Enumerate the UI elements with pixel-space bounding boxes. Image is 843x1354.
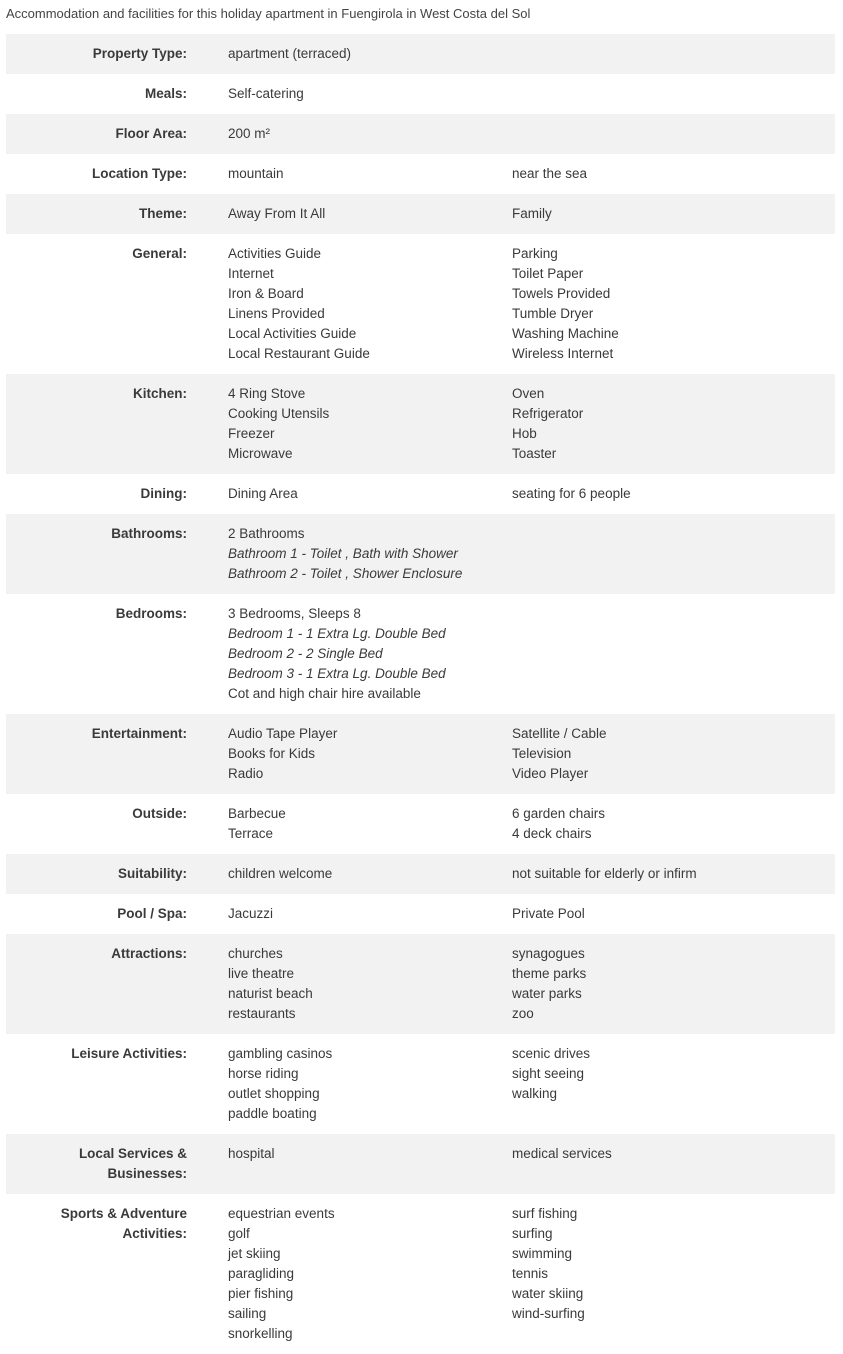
facility-item: Cooking Utensils (228, 406, 330, 421)
facility-column-2 (512, 1204, 835, 1344)
facility-label: General: (132, 246, 187, 261)
facility-column-1 (228, 944, 512, 1024)
facility-column-1 (228, 164, 512, 184)
facility-item: Dining Area (228, 486, 298, 501)
facility-item: Parking (512, 246, 558, 261)
facility-column-2 (512, 44, 835, 64)
facility-column-2 (512, 944, 835, 1024)
facility-values (228, 44, 835, 64)
facility-row-outside (6, 794, 835, 854)
facility-item: Bedroom 2 - 2 Single Bed (228, 646, 383, 661)
facility-values (228, 904, 835, 924)
facility-item: Cot and high chair hire available (228, 686, 421, 701)
facility-item: Television (512, 746, 572, 761)
facility-item: Toilet Paper (512, 266, 584, 281)
facility-item: Wireless Internet (512, 346, 614, 361)
facility-column-1 (228, 904, 512, 924)
facility-item: zoo (512, 1006, 534, 1021)
facility-label: Property Type: (92, 46, 187, 61)
facility-item: Microwave (228, 446, 293, 461)
facility-item: mountain (228, 166, 284, 181)
facility-label: Pool / Spa: (117, 906, 187, 921)
facility-values (228, 1044, 835, 1124)
facility-item: pier fishing (228, 1286, 294, 1301)
facility-item: restaurants (228, 1006, 296, 1021)
facility-item: Hob (512, 426, 537, 441)
facility-column-1 (228, 124, 512, 144)
facility-values (228, 1204, 835, 1344)
facility-item: Self-catering (228, 86, 304, 101)
facility-column-1 (228, 484, 512, 504)
facility-item: jet skiing (228, 1246, 281, 1261)
facility-row-local-services-businesses (6, 1134, 835, 1194)
facility-values (228, 384, 835, 464)
facility-item: Bedroom 1 - 1 Extra Lg. Double Bed (228, 626, 446, 641)
facility-item: Satellite / Cable (512, 726, 607, 741)
facility-label: Suitability: (117, 866, 187, 881)
facility-row-theme (6, 194, 835, 234)
facility-item: Local Activities Guide (228, 326, 357, 341)
facility-item: Books for Kids (228, 746, 316, 761)
facility-row-attractions (6, 934, 835, 1034)
facility-label: Theme: (138, 206, 187, 221)
facility-item: water skiing (512, 1286, 584, 1301)
facility-item: outlet shopping (228, 1086, 320, 1101)
facility-column-2 (512, 864, 835, 884)
facility-column-1 (228, 604, 512, 704)
facility-column-2 (512, 384, 835, 464)
facility-row-dining (6, 474, 835, 514)
facility-item: surf fishing (512, 1206, 578, 1221)
facility-item: walking (512, 1086, 558, 1101)
facility-column-2 (512, 84, 835, 104)
facility-column-2 (512, 484, 835, 504)
facility-column-2 (512, 904, 835, 924)
facility-item: medical services (512, 1146, 612, 1161)
facility-item: churches (228, 946, 283, 961)
facility-values (228, 724, 835, 784)
facility-item: hospital (228, 1146, 275, 1161)
facility-item: Refrigerator (512, 406, 584, 421)
facility-label: Meals: (144, 86, 187, 101)
facility-item: Family (512, 206, 552, 221)
facility-label: Outside: (132, 806, 187, 821)
facility-item: Audio Tape Player (228, 726, 338, 741)
facility-row-bedrooms (6, 594, 835, 714)
facility-values (228, 124, 835, 144)
facility-row-floor-area (6, 114, 835, 154)
facility-item: Private Pool (512, 906, 585, 921)
facility-item: water parks (512, 986, 582, 1001)
facility-item: not suitable for elderly or infirm (512, 866, 697, 881)
facility-item: Tumble Dryer (512, 306, 594, 321)
facility-item: 2 Bathrooms (228, 526, 305, 541)
facility-item: seating for 6 people (512, 486, 631, 501)
facility-item: Bathroom 1 - Toilet , Bath with Shower (228, 546, 458, 561)
facility-item: Video Player (512, 766, 589, 781)
facility-column-2 (512, 124, 835, 144)
facility-values (228, 84, 835, 104)
facility-label: Bedrooms: (115, 606, 187, 621)
facility-column-2 (512, 1044, 835, 1124)
facility-item: 6 garden chairs (512, 806, 606, 821)
facilities-table (6, 34, 835, 1354)
facility-item: Local Restaurant Guide (228, 346, 370, 361)
facility-column-1 (228, 864, 512, 884)
facility-label: Leisure Activities: (71, 1046, 187, 1061)
facility-item: naturist beach (228, 986, 313, 1001)
facility-item: Barbecue (228, 806, 286, 821)
facility-column-2 (512, 804, 835, 844)
facility-label: Floor Area: (115, 126, 187, 141)
facility-row-suitability (6, 854, 835, 894)
facility-values (228, 604, 835, 704)
facility-row-leisure-activities (6, 1034, 835, 1134)
facility-item: surfing (512, 1226, 553, 1241)
facility-item: paddle boating (228, 1106, 317, 1121)
facility-values (228, 164, 835, 184)
facility-column-1 (228, 724, 512, 784)
facility-item: Oven (512, 386, 545, 401)
facility-column-2 (512, 1144, 835, 1184)
facility-row-meals (6, 74, 835, 114)
facility-item: 200 m² (228, 126, 271, 141)
facility-item: live theatre (228, 966, 295, 981)
facility-item: swimming (512, 1246, 573, 1261)
facility-row-general (6, 234, 835, 374)
facility-item: gambling casinos (228, 1046, 333, 1061)
facility-item: Freezer (228, 426, 275, 441)
facility-item: sailing (228, 1306, 267, 1321)
facility-item: tennis (512, 1266, 549, 1281)
facility-item: synagogues (512, 946, 585, 961)
facility-item: 4 deck chairs (512, 826, 592, 841)
facility-values (228, 244, 835, 364)
facility-item: scenic drives (512, 1046, 591, 1061)
facility-values (228, 1144, 835, 1184)
facility-label: Attractions: (111, 946, 187, 961)
facility-column-1 (228, 1044, 512, 1124)
facility-column-1 (228, 44, 512, 64)
facility-values (228, 864, 835, 884)
facility-item: Toaster (512, 446, 557, 461)
facility-item: near the sea (512, 166, 588, 181)
facility-column-2 (512, 604, 835, 704)
facility-label: Dining: (140, 486, 187, 501)
facility-item: paragliding (228, 1266, 295, 1281)
facility-item: golf (228, 1226, 250, 1241)
facility-values (228, 204, 835, 224)
facility-column-1 (228, 804, 512, 844)
facility-label: Sports & Adventure Activities: (60, 1206, 187, 1241)
facility-column-2 (512, 524, 835, 584)
facility-values (228, 484, 835, 504)
facility-item: Radio (228, 766, 264, 781)
facility-values (228, 524, 835, 584)
facility-values (228, 944, 835, 1024)
facility-item: children welcome (228, 866, 333, 881)
facility-column-1 (228, 1204, 512, 1344)
facility-column-2 (512, 164, 835, 184)
facility-column-2 (512, 244, 835, 364)
facility-row-kitchen (6, 374, 835, 474)
facility-item: Activities Guide (228, 246, 322, 261)
facility-label: Kitchen: (133, 386, 187, 401)
facility-column-1 (228, 1144, 512, 1184)
facility-item: Washing Machine (512, 326, 619, 341)
facility-values (228, 804, 835, 844)
facility-item: Internet (228, 266, 274, 281)
facility-item: 3 Bedrooms, Sleeps 8 (228, 606, 361, 621)
facility-column-1 (228, 384, 512, 464)
facility-item: Bathroom 2 - Toilet , Shower Enclosure (228, 566, 463, 581)
facility-row-pool-spa (6, 894, 835, 934)
facility-item: Linens Provided (228, 306, 325, 321)
facility-item: snorkelling (228, 1326, 293, 1341)
facility-item: 4 Ring Stove (228, 386, 306, 401)
facility-row-bathrooms (6, 514, 835, 594)
facility-item: theme parks (512, 966, 587, 981)
facility-item: wind-surfing (512, 1306, 585, 1321)
facility-item: Terrace (228, 826, 274, 841)
facility-item: Jacuzzi (228, 906, 274, 921)
facility-item: sight seeing (512, 1066, 585, 1081)
facility-column-1 (228, 524, 512, 584)
facility-row-property-type (6, 34, 835, 74)
facility-column-2 (512, 204, 835, 224)
facility-label: Local Services & Businesses: (78, 1146, 187, 1181)
facility-label: Location Type: (91, 166, 187, 181)
facility-row-entertainment (6, 714, 835, 794)
facility-row-sports-adventure-activities (6, 1194, 835, 1354)
facility-item: Bedroom 3 - 1 Extra Lg. Double Bed (228, 666, 446, 681)
facility-column-2 (512, 724, 835, 784)
facility-item: apartment (terraced) (228, 46, 352, 61)
facility-column-1 (228, 84, 512, 104)
page-caption: Accommodation and facilities for this holiday apartment in Fuengirola in West Costa del Sol (6, 6, 531, 21)
facility-label: Bathrooms: (111, 526, 187, 541)
facility-item: horse riding (228, 1066, 299, 1081)
facility-item: equestrian events (228, 1206, 335, 1221)
facility-column-1 (228, 244, 512, 364)
facility-item: Iron & Board (228, 286, 304, 301)
facility-label: Entertainment: (91, 726, 187, 741)
facility-row-location-type (6, 154, 835, 194)
facility-item: Away From It All (228, 206, 326, 221)
facility-column-1 (228, 204, 512, 224)
facility-item: Towels Provided (512, 286, 611, 301)
